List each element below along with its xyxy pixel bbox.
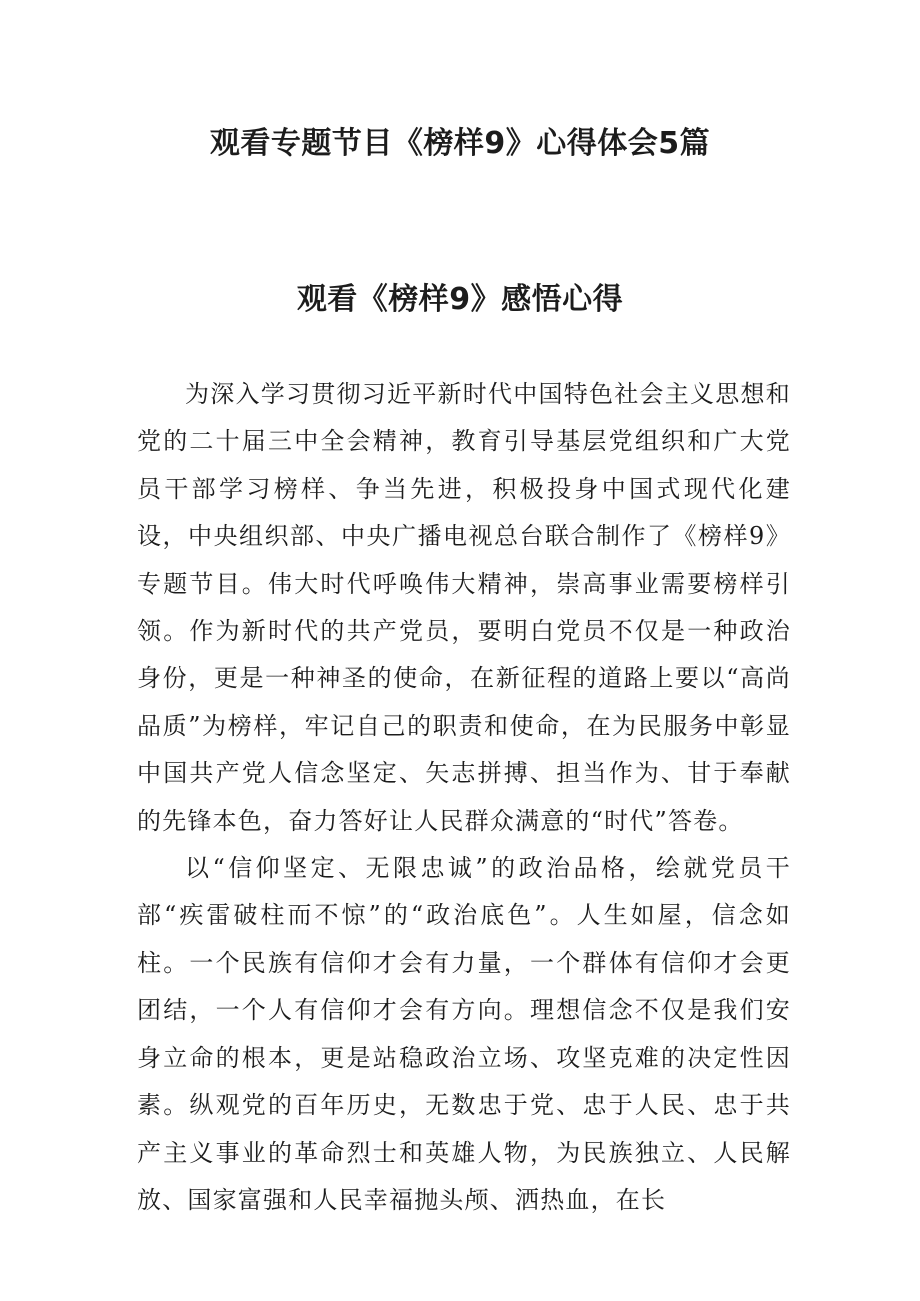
paragraph-1: 为深入学习贯彻习近平新时代中国特色社会主义思想和党的二十届三中全会精神，教育引导基层党组织和广大党员干部学习榜样、争当先进，积极投身中国式现代化建设，中央组织部、中央广播电视总台联合制作了《榜样9》专题节目。伟大时代呼唤伟大精神，崇高事业需要榜样引领。作为新时代的共产党员，要明白党员不仅是一种政治身份，更是一种神圣的使命，在新征程的道路上要以“高尚品质”为榜样，牢记自己的职责和使命，在为民服务中彰显中国共产党人信念坚定、矢志拼搏、担当作为、甘于奉献的先锋本色，奋力答好让人民群众满意的“时代”答卷。 (137, 380, 791, 835)
document-title: 观看专题节目《榜样9》心得体会5篇 (209, 126, 711, 161)
section-title: 观看《榜样9》感悟心得 (296, 282, 624, 317)
document-body (137, 371, 791, 1224)
paragraph-2: 以“信仰坚定、无限忠诚”的政治品格，绘就党员干部“疾雷破柱而不惊”的“政治底色”。人生如屋，信念如柱。一个民族有信仰才会有力量，一个群体有信仰才会更团结，一个人有信仰才会有方向。理想信念不仅是我们安身立命的根本，更是站稳政治立场、攻坚克难的决定性因素。纵观党的百年历史，无数忠于党、忠于人民、忠于共产主义事业的革命烈士和英雄人物，为民族独立、人民解放、国家富强和人民幸福抛头颅、洒热血，在长 (137, 854, 791, 1214)
